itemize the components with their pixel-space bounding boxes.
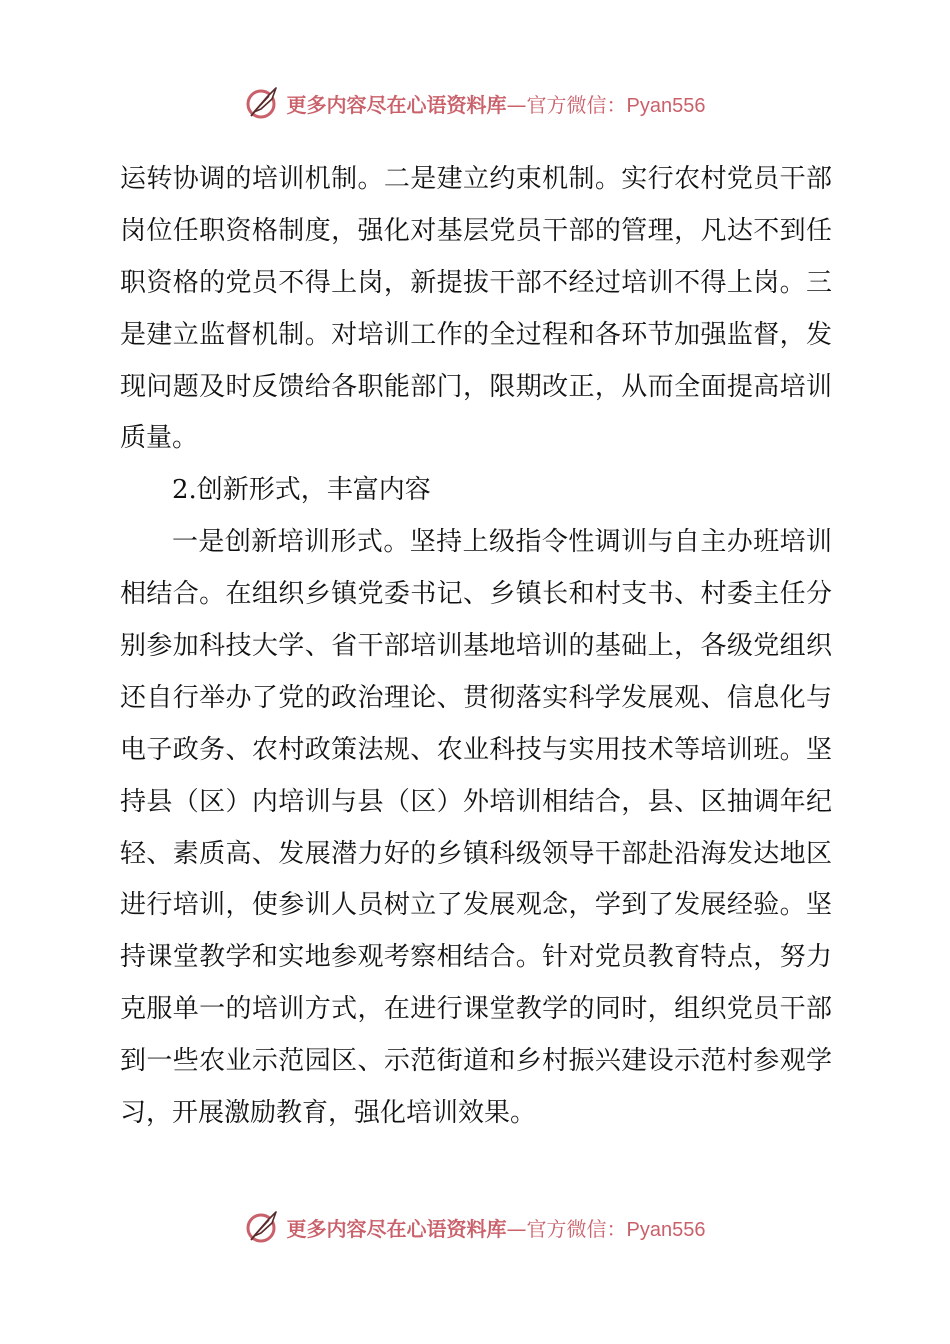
body-line-15: 进行培训，使参训人员树立了发展观念，学到了发展经验。坚 <box>120 890 832 921</box>
section-heading: 2.创新形式，丰富内容 <box>172 475 431 506</box>
watermark-wechat-id: Pyan556 <box>626 1218 706 1241</box>
body-line-16: 持课堂教学和实地参观考察相结合。针对党员教育特点，努力 <box>120 942 832 973</box>
body-line-6: 质量。 <box>120 423 199 454</box>
body-line-10: 别参加科技大学、省干部培训基地培训的基础上，各级党组织 <box>120 631 832 662</box>
body-line-12: 电子政务、农村政策法规、农业科技与实用技术等培训班。坚 <box>120 734 832 765</box>
watermark-brand: 更多内容尽在心语资料库 <box>286 92 507 117</box>
footer-watermark <box>0 1205 950 1249</box>
body-line-1: 运转协调的培训机制。二是建立约束机制。实行农村党员干部 <box>120 164 832 194</box>
watermark-wechat-id: Pyan556 <box>626 94 706 117</box>
header-watermark <box>0 81 950 125</box>
watermark-wechat-label: 官方微信： <box>526 1216 627 1241</box>
body-line-14: 轻、素质高、发展潜力好的乡镇科级领导干部赴沿海发达地区 <box>120 838 832 869</box>
watermark-text <box>287 89 706 118</box>
body-line-9: 相结合。在组织乡镇党委书记、乡镇长和村支书、村委主任分 <box>120 579 832 610</box>
body-line-13: 持县（区）内培训与县（区）外培训相结合，县、区抽调年纪 <box>120 786 832 817</box>
body-line-18: 到一些农业示范园区、示范街道和乡村振兴建设示范村参观学 <box>120 1046 832 1077</box>
document-body <box>120 154 832 1140</box>
watermark-dash: — <box>506 92 527 117</box>
body-line-19: 习，开展激励教育，强化培训效果。 <box>120 1098 537 1129</box>
body-line-3: 职资格的党员不得上岗，新提拔干部不经过培训不得上岗。三 <box>120 267 832 298</box>
watermark-text <box>287 1213 706 1242</box>
body-line-8: 一是创新培训形式。坚持上级指令性调训与自主办班培训 <box>172 527 832 558</box>
body-line-5: 现问题及时反馈给各职能部门，限期改正，从而全面提高培训 <box>120 371 832 402</box>
watermark-brand: 更多内容尽在心语资料库 <box>286 1216 507 1241</box>
watermark-dash: — <box>506 1216 527 1241</box>
quill-circle-logo-icon <box>245 1209 281 1245</box>
body-line-11: 还自行举办了党的政治理论、贯彻落实科学发展观、信息化与 <box>120 682 832 713</box>
body-line-17: 克服单一的培训方式，在进行课堂教学的同时，组织党员干部 <box>120 994 832 1025</box>
quill-circle-logo-icon <box>245 85 281 121</box>
watermark-wechat-label: 官方微信： <box>526 92 627 117</box>
body-line-4: 是建立监督机制。对培训工作的全过程和各环节加强监督，发 <box>120 319 832 350</box>
body-line-2: 岗位任职资格制度，强化对基层党员干部的管理，凡达不到任 <box>120 215 832 246</box>
